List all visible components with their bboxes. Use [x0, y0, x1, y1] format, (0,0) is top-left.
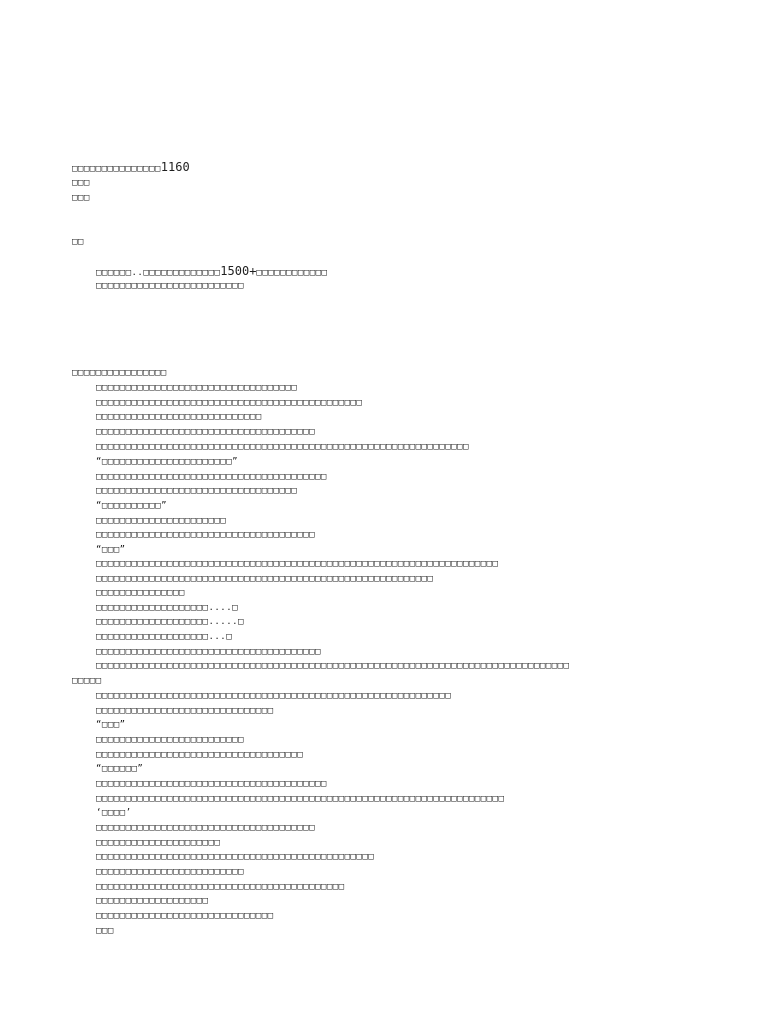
section-1-line: □□□□□□□□□□□□□□□□□□□...□: [96, 632, 233, 642]
section-2-heading: □□□□□: [72, 676, 102, 686]
intro-text-a: □□□□□□..□□□□□□□□□□□□□: [96, 268, 221, 278]
intro-heading: □□: [72, 237, 84, 247]
section-1-line: □□□□□□□□□□□□□□□□□□□□□□□□□□□□□□□□□□: [96, 486, 298, 496]
section-1-quote: “□□□□□□□□□□□□□□□□□□□□□□”: [96, 457, 239, 467]
section-1-line: □□□□□□□□□□□□□□□: [96, 588, 185, 598]
section-2-quote: “□□□□□□”: [96, 764, 144, 774]
intro-text-b: □□□□□□□□□□□□: [256, 268, 328, 278]
section-1-quote: “□□□□□□□□□□”: [96, 501, 168, 511]
section-1-line: □□□□□□□□□□□□□□□□□□□□□□□□□□□□□□□□□□: [96, 383, 298, 393]
section-2-line: □□□□□□□□□□□□□□□□□□□□□□□□□□□□□□□□□□□□□□□□□□□□□□□: [96, 852, 375, 862]
header-line-1: [72, 160, 190, 174]
section-2-line: □□□: [96, 926, 114, 936]
section-1-line: □□□□□□□□□□□□□□□□□□□□□□□□□□□□□□□□□□□□□□: [96, 647, 321, 657]
section-1-line: □□□□□□□□□□□□□□□□□□□.....□: [96, 617, 244, 627]
intro-line-1: [96, 264, 327, 278]
section-1-line: □□□□□□□□□□□□□□□□□□□□□□□□□□□□□□□□□□□□□□□□□□□□□□□□□□□□□□□□□□□□□□□: [96, 442, 469, 452]
section-2-line: □□□□□□□□□□□□□□□□□□□: [96, 896, 209, 906]
section-1-line: □□□□□□□□□□□□□□□□□□□□□□□□□□□□□□□□□□□□□: [96, 427, 315, 437]
section-2-line: □□□□□□□□□□□□□□□□□□□□□□□□□□□□□□□□□□□□□□□□□□□□□□□□□□□□□□□□□□□□□□□□□□□□□: [96, 794, 505, 804]
section-1-line: □□□□□□□□□□□□□□□□□□□□□□□□□□□□: [96, 412, 262, 422]
section-2-line: □□□□□□□□□□□□□□□□□□□□□□□□□□□□□□□□□□□□□□□□□□: [96, 882, 345, 892]
section-2-line: □□□□□□□□□□□□□□□□□□□□□: [96, 838, 221, 848]
header-number: 1160: [160, 160, 190, 174]
section-2-quote: ‘□□□□’: [96, 808, 132, 818]
section-2-line: □□□□□□□□□□□□□□□□□□□□□□□□□□□□□□□□□□□□□: [96, 823, 315, 833]
section-2-line: □□□□□□□□□□□□□□□□□□□□□□□□□: [96, 867, 244, 877]
intro-line-2: □□□□□□□□□□□□□□□□□□□□□□□□□: [96, 281, 244, 291]
section-1-line: □□□□□□□□□□□□□□□□□□□□□□□□□□□□□□□□□□□□□□□□□□□□□□□□□□□□□□□□□: [96, 574, 434, 584]
section-1-line: □□□□□□□□□□□□□□□□□□□□□□□□□□□□□□□□□□□□□□□□□□□□□□□□□□□□□□□□□□□□□□□□□□□□: [96, 559, 499, 569]
section-2-line: □□□□□□□□□□□□□□□□□□□□□□□□□□□□□□: [96, 911, 274, 921]
section-2-line: □□□□□□□□□□□□□□□□□□□□□□□□□□□□□□□□□□□□□□□: [96, 779, 327, 789]
section-2-line: □□□□□□□□□□□□□□□□□□□□□□□□□: [96, 735, 244, 745]
section-2-quote: “□□□”: [96, 720, 126, 730]
header-text: □□□□□□□□□□□□□□□: [72, 164, 161, 174]
section-1-line: □□□□□□□□□□□□□□□□□□□□□□□□□□□□□□□□□□□□□□□: [96, 472, 327, 482]
header-line-2: □□□: [72, 178, 90, 188]
section-2-line: □□□□□□□□□□□□□□□□□□□□□□□□□□□□□□□□□□□□□□□□□□□□□□□□□□□□□□□□□□□□: [96, 691, 452, 701]
section-2-line: □□□□□□□□□□□□□□□□□□□□□□□□□□□□□□□□□□□: [96, 750, 304, 760]
section-1-line: □□□□□□□□□□□□□□□□□□□□□□: [96, 516, 227, 526]
intro-number: 1500+: [220, 264, 257, 278]
header-line-3: □□□: [72, 193, 90, 203]
section-1-quote: “□□□”: [96, 545, 126, 555]
section-1-line: □□□□□□□□□□□□□□□□□□□□□□□□□□□□□□□□□□□□□□□□□□□□□□□□□□□□□□□□□□□□□□□□□□□□□□□□□□□□□□□□: [96, 661, 570, 671]
section-1-line: □□□□□□□□□□□□□□□□□□□....□: [96, 603, 239, 613]
section-1-line: □□□□□□□□□□□□□□□□□□□□□□□□□□□□□□□□□□□□□: [96, 530, 315, 540]
section-1-heading: □□□□□□□□□□□□□□□□: [72, 368, 167, 378]
section-2-line: □□□□□□□□□□□□□□□□□□□□□□□□□□□□□□: [96, 706, 274, 716]
section-1-line: □□□□□□□□□□□□□□□□□□□□□□□□□□□□□□□□□□□□□□□□□□□□□: [96, 398, 363, 408]
